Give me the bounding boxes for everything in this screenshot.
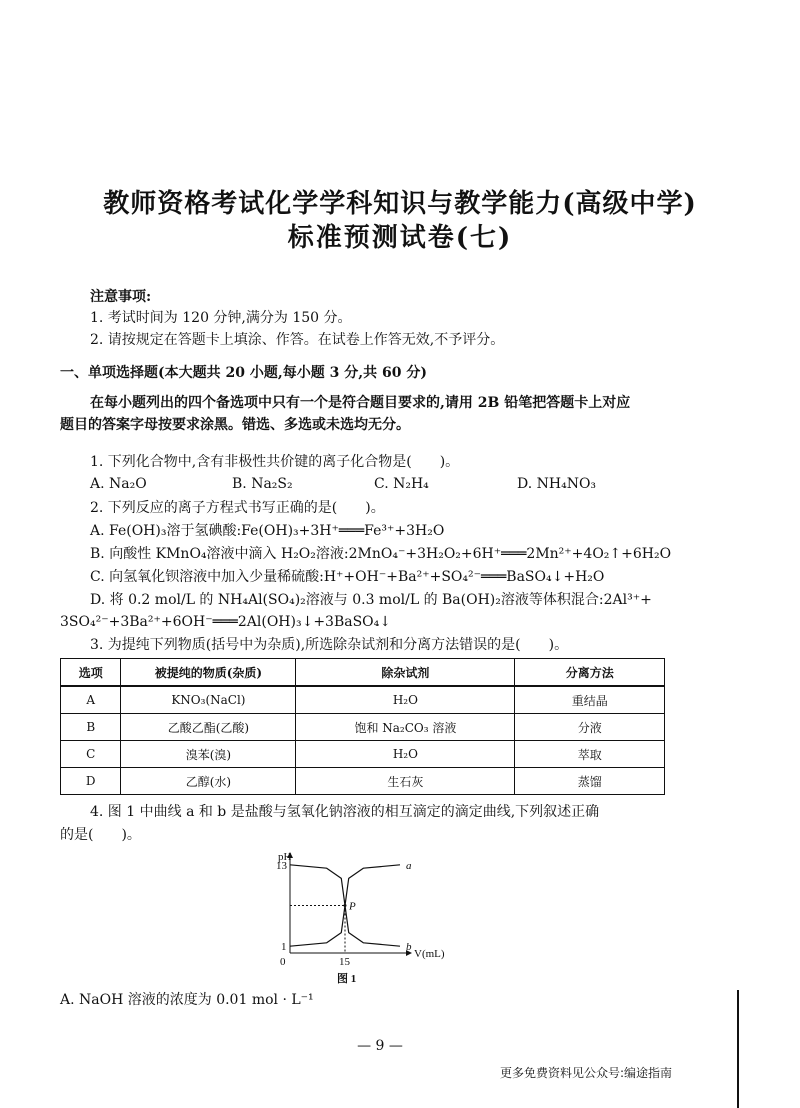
- q2-option-d-line2: 3SO₄²⁻+3Ba²⁺+6OH⁻═══2Al(OH)₃↓+3BaSO₄↓: [60, 614, 391, 630]
- q3-table: [60, 658, 665, 795]
- q2-option-a: A. Fe(OH)₃溶于氢碘酸:Fe(OH)₃+3H⁺═══Fe³⁺+3H₂O: [90, 523, 445, 539]
- table-cell: H₂O: [296, 686, 515, 714]
- note-item-2: 2. 请按规定在答题卡上填涂、作答。在试卷上作答无效,不予评分。: [90, 332, 505, 348]
- table-cell: 蒸馏: [515, 768, 665, 795]
- table-row: [61, 768, 665, 795]
- table-cell: KNO₃(NaCl): [121, 686, 296, 714]
- q2-option-d-line1: D. 将 0.2 mol/L 的 NH₄Al(SO₄)₂溶液与 0.3 mol/L 的 Ba(OH)₂溶液等体积混合:2Al³⁺+: [90, 592, 652, 608]
- table-header-cell: 分离方法: [515, 659, 665, 687]
- table-cell: H₂O: [296, 741, 515, 768]
- curve-label-b: b: [406, 941, 412, 954]
- table-row: [61, 741, 665, 768]
- q2-stem: 2. 下列反应的离子方程式书写正确的是( )。: [90, 500, 385, 516]
- page-edge-line: [737, 990, 739, 1108]
- q1-option-c: C. N₂H₄: [374, 476, 429, 492]
- table-header-cell: 选项: [61, 659, 121, 687]
- y-tick-label: 13: [276, 859, 287, 872]
- notes-heading: 注意事项:: [90, 289, 152, 305]
- q4-stem-line2: 的是( )。: [60, 827, 141, 843]
- titration-chart: [270, 848, 445, 988]
- q1-option-b: B. Na₂S₂: [232, 476, 293, 492]
- exam-title: 教师资格考试化学学科知识与教学能力(高级中学): [103, 189, 697, 219]
- section1-heading: 一、单项选择题(本大题共 20 小题,每小题 3 分,共 60 分): [60, 365, 427, 381]
- table-cell: 乙醇(水): [121, 768, 296, 795]
- point-p-label: P: [349, 900, 356, 913]
- q2-option-b: B. 向酸性 KMnO₄溶液中滴入 H₂O₂溶液:2MnO₄⁻+3H₂O₂+6H⁺═══2Mn²⁺+4O₂↑+6H₂O: [90, 546, 672, 562]
- q4-option-a: A. NaOH 溶液的浓度为 0.01 mol · L⁻¹: [60, 992, 314, 1008]
- table-cell: 重结晶: [515, 686, 665, 714]
- x-axis-label: V(mL): [414, 948, 445, 960]
- point-p: [344, 904, 347, 907]
- q1-option-a: A. Na₂O: [90, 476, 147, 492]
- section1-instruction-line2: 题目的答案字母按要求涂黑。错选、多选或未选均无分。: [60, 417, 410, 433]
- table-cell: 乙酸乙酯(乙酸): [121, 714, 296, 741]
- footer-note: 更多免费资料见公众号:编途指南: [500, 1066, 673, 1080]
- note-item-1: 1. 考试时间为 120 分钟,满分为 150 分。: [90, 310, 352, 326]
- y-tick-label: 1: [281, 941, 287, 954]
- q1-stem: 1. 下列化合物中,含有非极性共价键的离子化合物是( )。: [90, 454, 460, 470]
- table-cell: 溴苯(溴): [121, 741, 296, 768]
- q1-option-d: D. NH₄NO₃: [517, 476, 597, 492]
- table-cell: A: [61, 686, 121, 714]
- exam-subtitle: 标准预测试卷(七): [287, 223, 513, 253]
- table-cell: C: [61, 741, 121, 768]
- q4-stem-line1: 4. 图 1 中曲线 a 和 b 是盐酸与氢氧化钠溶液的相互滴定的滴定曲线,下列叙述正确: [90, 804, 600, 820]
- table-cell: 萃取: [515, 741, 665, 768]
- table-header-cell: 除杂试剂: [296, 659, 515, 687]
- q2-option-c: C. 向氢氧化钡溶液中加入少量稀硫酸:H⁺+OH⁻+Ba²⁺+SO₄²⁻═══BaSO₄↓+H₂O: [90, 569, 605, 585]
- table-header-row: [61, 659, 665, 687]
- y-axis-label: pH: [278, 851, 292, 863]
- curve-label-a: a: [406, 859, 412, 872]
- origin-label: 0: [280, 956, 286, 968]
- table-row: [61, 686, 665, 714]
- table-cell: 饱和 Na₂CO₃ 溶液: [296, 714, 515, 741]
- q3-stem: 3. 为提纯下列物质(括号中为杂质),所选除杂试剂和分离方法错误的是( )。: [90, 637, 569, 653]
- table-cell: B: [61, 714, 121, 741]
- table-cell: 分液: [515, 714, 665, 741]
- x-tick-label: 15: [339, 956, 350, 968]
- page-number: — 9 —: [357, 1038, 403, 1054]
- section1-instruction-line1: 在每小题列出的四个备选项中只有一个是符合题目要求的,请用 2B 铅笔把答题卡上对应: [90, 395, 631, 411]
- table-cell: 生石灰: [296, 768, 515, 795]
- table-cell: D: [61, 768, 121, 795]
- table-row: [61, 714, 665, 741]
- figure-caption: 图 1: [337, 973, 357, 985]
- table-header-cell: 被提纯的物质(杂质): [121, 659, 296, 687]
